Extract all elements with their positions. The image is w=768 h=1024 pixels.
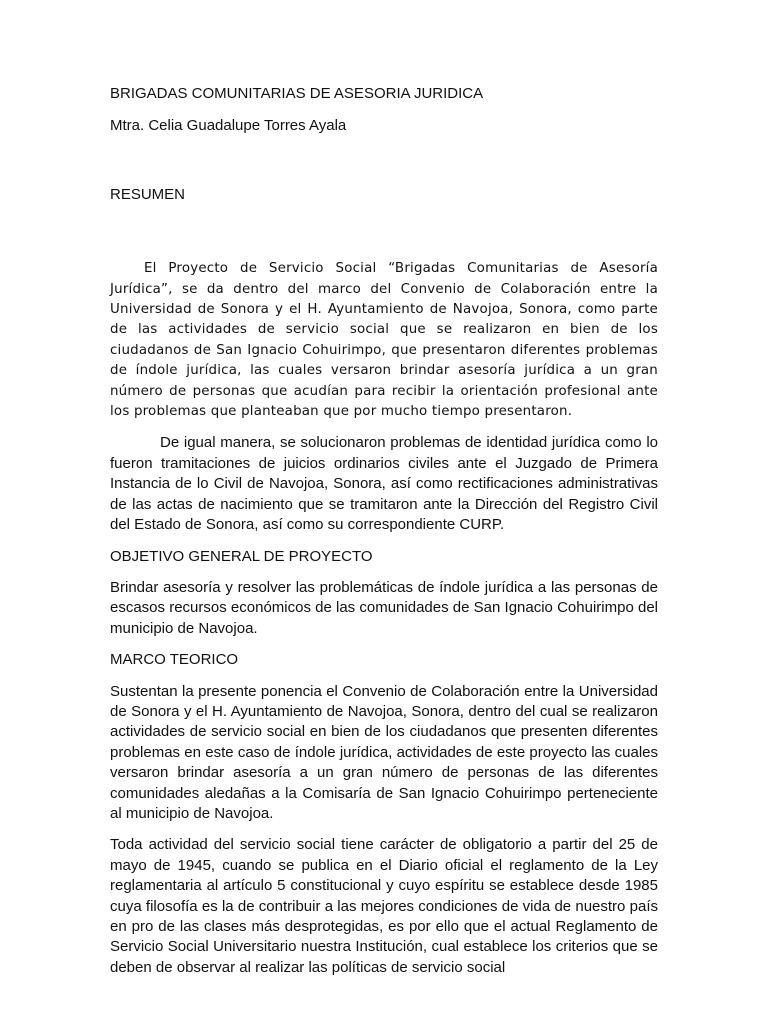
paragraph-resumen-1: El Proyecto de Servicio Social “Brigadas Comunitarias de Asesoría Jurídica”, se da dentro del marco del Convenio de Colaboración entre la Universidad de Sonora y el H. Ayuntamiento de Navojoa, Sonora, como parte de las actividades de servicio social que se realizaron en bien de los ciudadanos de San Ignacio Cohuirimpo, que presentaron diferentes problemas de índole jurídica, las cuales versaron brindar asesoría jurídica a un gran número de personas que acudían para recibir la orientación profesional ante los problemas que planteaban que por mucho tiempo presentaron. — [110, 261, 658, 420]
paragraph-objetivo-1: Brindar asesoría y resolver las problemáticas de índole jurídica a las personas de escasos recursos económicos de las comunidades de San Ignacio Cohuirimpo del municipio de Navojoa. — [110, 578, 658, 637]
paragraph-resumen-2: De igual manera, se solucionaron problemas de identidad jurídica como lo fueron tramitaciones de juicios ordinarios civiles ante el Juzgado de Primera Instancia de lo Civil de Navojoa, Sonora, así como rectificaciones administrativas de las actas de nacimiento que se tramitaron ante la Dirección del Registro Civil del Estado de Sonora, así como su correspondiente CURP. — [110, 434, 658, 534]
section-heading-objetivo: OBJETIVO GENERAL DE PROYECTO — [110, 547, 373, 565]
document-author: Mtra. Celia Guadalupe Torres Ayala — [110, 117, 347, 135]
document-title: BRIGADAS COMUNITARIAS DE ASESORIA JURIDICA — [110, 85, 484, 102]
document-body — [110, 84, 658, 978]
paragraph-marco-1: Sustentan la presente ponencia el Convenio de Colaboración entre la Universidad de Sonora y el H. Ayuntamiento de Navojoa, Sonora, dentro del cual se realizaron actividades de servicio social en bien de los ciudadanos que presenten diferentes problemas en este caso de índole jurídica, actividades de este proyecto las cuales versaron brindar asesoría a un gran número de personas de las diferentes comunidades aledañas a la Comisaría de San Ignacio Cohuirimpo perteneciente al municipio de Navojoa. — [110, 682, 658, 822]
section-heading-marco: MARCO TEORICO — [110, 651, 239, 669]
section-heading-resumen: RESUMEN — [110, 185, 186, 203]
paragraph-marco-2: Toda actividad del servicio social tiene carácter de obligatorio a partir del 25 de mayo de 1945, cuando se publica en el Diario oficial el reglamento de la Ley reglamentaria al artículo 5 constitucional y cuyo espíritu se establece desde 1985 cuya filosofía es la de contribuir a las mejores condiciones de vida de nuestro país en pro de las clases más desprotegidas, es por ello que el actual Reglamento de Servicio Social Universitario nuestra Institución, cual establece los criterios que se deben de observar al realizar las políticas de servicio social — [110, 836, 658, 976]
